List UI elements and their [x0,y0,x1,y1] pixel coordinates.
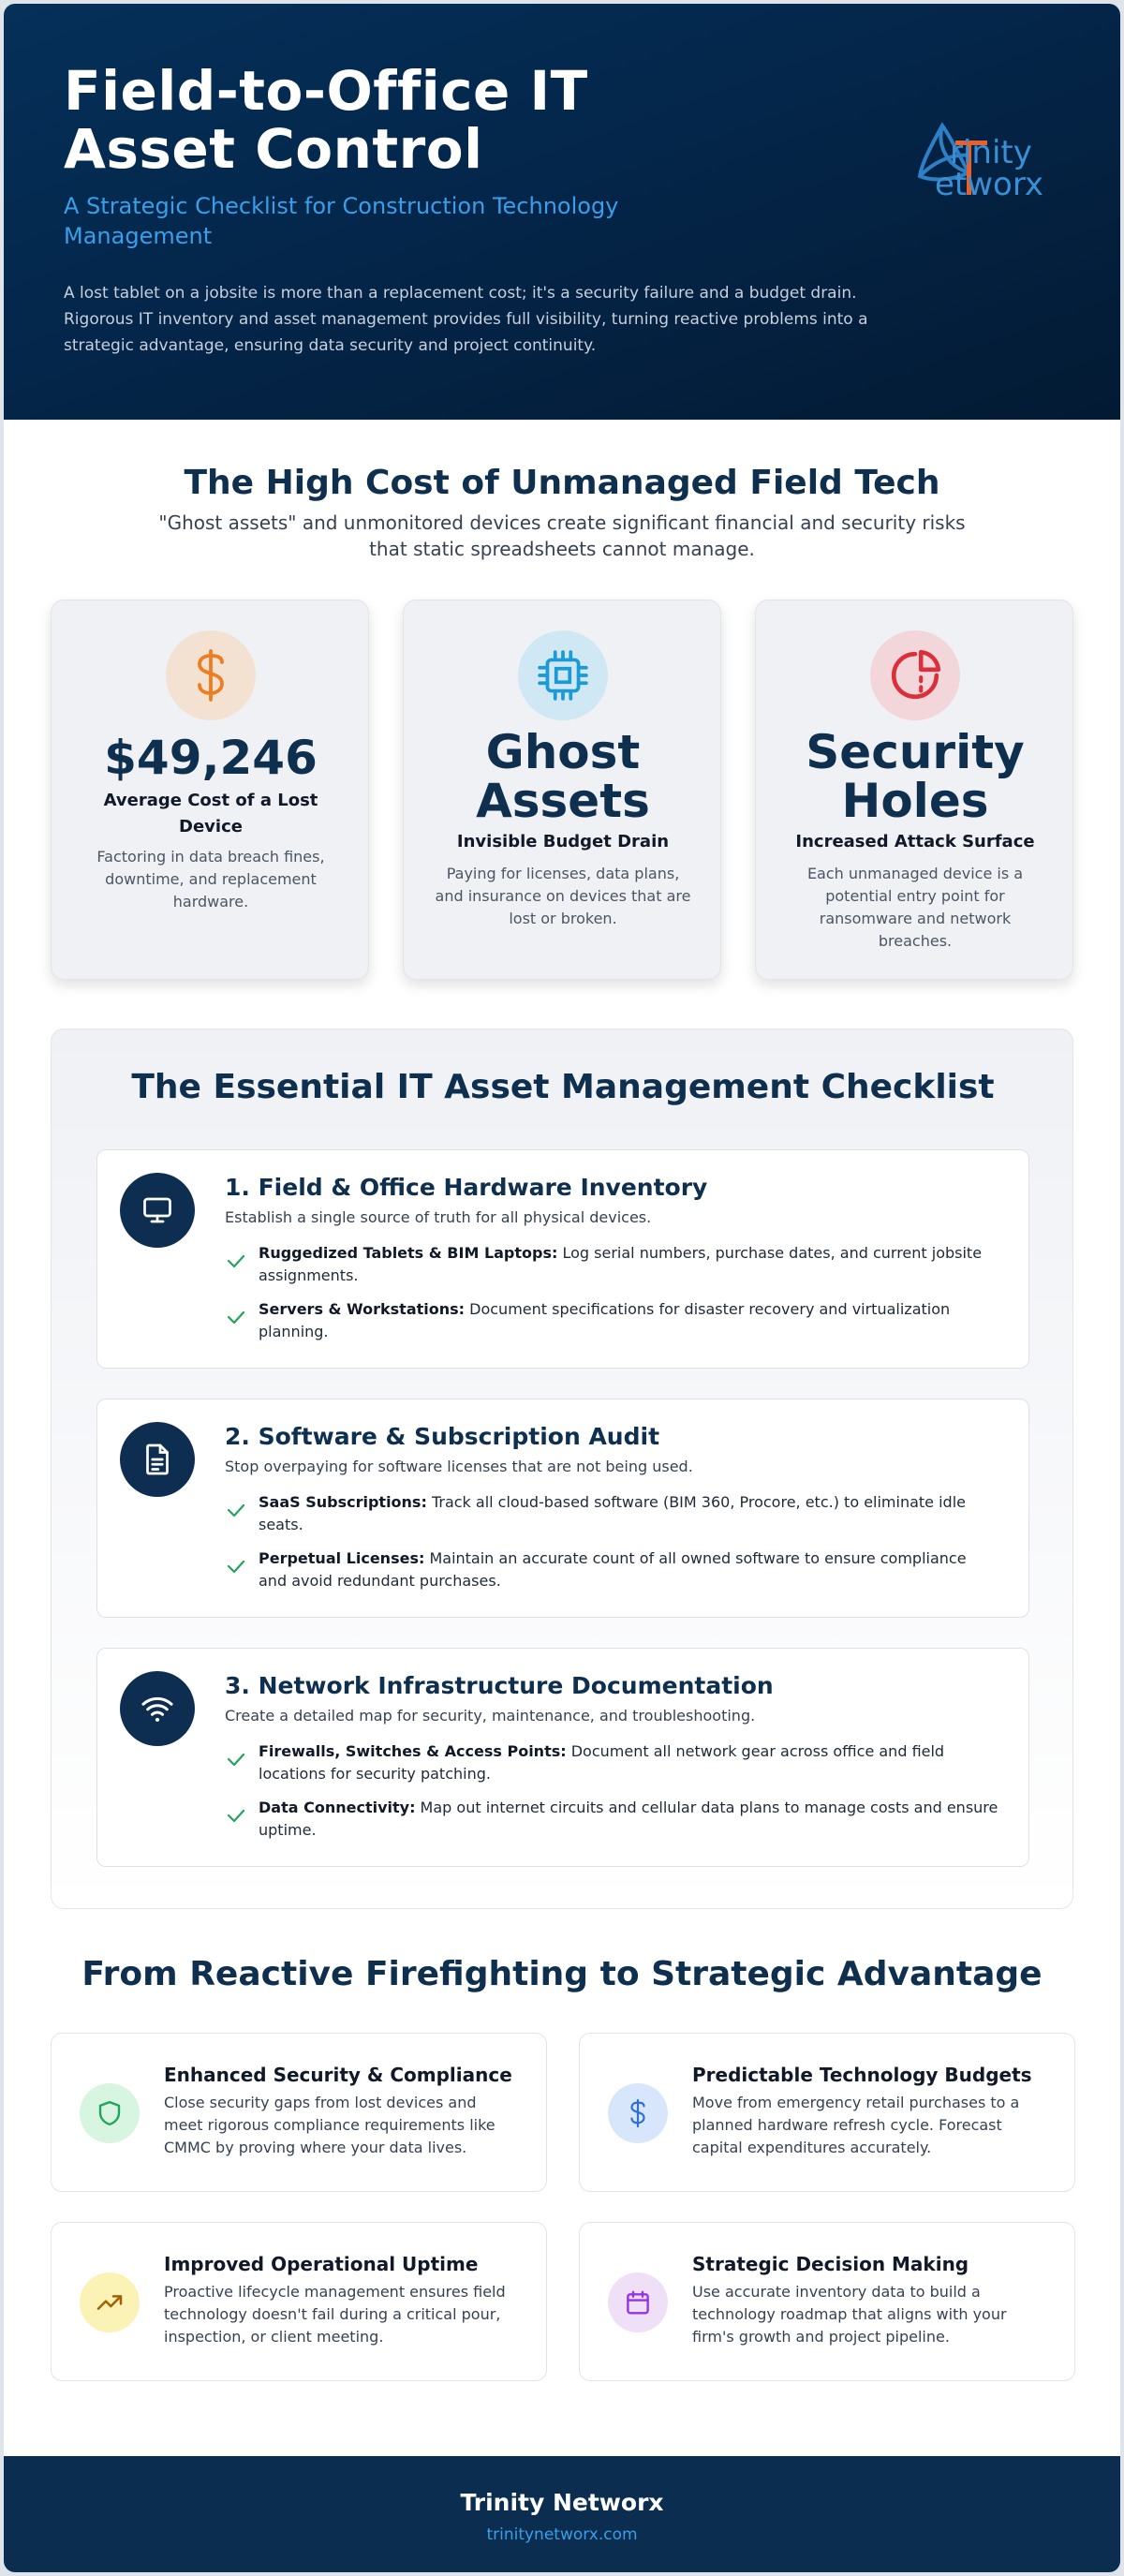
stat-description: Paying for licenses, data plans, and insurance on devices that are lost or broken. [435,865,691,927]
checklist-point-text [259,1491,998,1536]
checklist-card-title: 1. Field & Office Hardware Inventory [225,1174,708,1201]
checklist-point-text [259,1797,998,1842]
monitor-icon [120,1173,195,1248]
page-title: Field-to-Office IT Asset Control [64,59,588,181]
checklist-point-detail: Map out internet circuits and cellular data plans to manage costs and ensure uptime. [259,1799,998,1839]
logo-text-top: rinity [950,134,1032,171]
benefit-card-uptime [51,2222,547,2381]
checklist-point-term: Ruggedized Tablets & BIM Laptops: [259,1244,558,1262]
checklist-card-title: 3. Network Infrastructure Documentation [225,1672,774,1699]
cost-section-subtitle: "Ghost assets" and unmonitored devices create significant financial and security risks that static spreadsheets cannot manage. [158,511,966,560]
checklist-card-lead: Create a detailed map for security, maintenance, and troubleshooting. [225,1707,756,1725]
calendar-icon [608,2273,668,2332]
checklist-point-term: Servers & Workstations: [259,1300,466,1318]
checklist-point-text [259,1298,998,1343]
checklist-point-detail: Document specifications for disaster recovery and virtualization planning. [259,1300,951,1340]
benefits-title: From Reactive Firefighting to Strategic Advantage [81,1955,1043,1993]
checklist-card-lead: Establish a single source of truth for all physical devices. [225,1208,652,1226]
chip-icon [518,630,608,720]
page-subtitle: A Strategic Checklist for Construction Technology Management [64,193,619,249]
stat-card-ghost-assets [403,600,721,980]
logo-text-bottom: etworx [935,166,1044,203]
benefit-description: Use accurate inventory data to build a technology roadmap that aligns with your firm's growth and project pipeline. [692,2283,1007,2346]
company-logo [914,118,1064,202]
check-icon [225,1748,247,1770]
check-icon [225,1306,247,1328]
checklist-section [51,1029,1073,1909]
page [4,4,1120,2572]
stat-description: Each unmanaged device is a potential entry point for ransomware and network breaches. [806,865,1024,950]
checklist-card-hardware [96,1149,1029,1369]
stat-value: Security Holes [806,725,1025,828]
checklist-point-text [259,1740,998,1785]
checklist-point-text [259,1547,998,1592]
stat-description: Factoring in data breach fines, downtime, and replacement hardware. [96,848,325,910]
dollar-icon [166,630,256,720]
benefit-card-security [51,2033,547,2192]
benefit-title: Enhanced Security & Compliance [164,2064,512,2086]
check-icon [225,1499,247,1521]
checklist-point-term: Data Connectivity: [259,1799,416,1816]
benefit-description: Proactive lifecycle management ensures field technology doesn't fail during a critical pour, inspection, or client meeting. [164,2283,506,2346]
hero-description: A lost tablet on a jobsite is more than a replacement cost; it's a security failure and a budget drain. Rigorous IT inventory and asset management provides full visibility, turning reactive problems into a strategic advantage, ensuring data security and project continuity. [64,284,868,355]
checklist-point-detail: Document all network gear across office and field locations for security patching. [259,1742,945,1783]
cost-section-title: The High Cost of Unmanaged Field Tech [184,464,940,502]
stat-label: Increased Attack Surface [795,832,1035,851]
wifi-icon [120,1671,195,1746]
checklist-point-detail: Log serial numbers, purchase dates, and current jobsite assignments. [259,1244,983,1284]
benefit-title: Strategic Decision Making [692,2253,969,2275]
benefit-title: Predictable Technology Budgets [692,2064,1032,2086]
pie-chart-icon [870,630,960,720]
stat-value: Ghost Assets [476,725,650,828]
footer-company-name: Trinity Networx [460,2489,664,2516]
checklist-card-software [96,1399,1029,1618]
stat-label: Invisible Budget Drain [456,832,670,851]
benefit-description: Move from emergency retail purchases to a planned hardware refresh cycle. Forecast capital expenditures accurately. [692,2094,1020,2156]
checklist-card-network [96,1648,1029,1867]
check-icon [225,1250,247,1272]
shield-icon [80,2083,140,2143]
footer [4,2456,1120,2572]
checklist-point-detail: Maintain an accurate count of all owned software to ensure compliance and avoid redundant purchases. [259,1549,967,1590]
checklist-card-lead: Stop overpaying for software licenses that are not being used. [225,1458,693,1475]
stat-value: $49,246 [104,731,318,785]
check-icon [225,1555,247,1577]
benefit-description: Close security gaps from lost devices and meet rigorous compliance requirements like CMMC by proving where your data lives. [164,2094,495,2156]
benefit-card-budgets [579,2033,1075,2192]
benefit-card-decisions [579,2222,1075,2381]
stat-card-lost-device [51,600,369,980]
document-icon [120,1422,195,1497]
stat-label: Average Cost of a Lost Device [103,791,318,836]
checklist-card-title: 2. Software & Subscription Audit [225,1423,660,1450]
benefit-title: Improved Operational Uptime [164,2253,479,2275]
checklist-point-term: Firewalls, Switches & Access Points: [259,1742,567,1760]
hero-banner [4,4,1120,420]
stat-card-security-holes [755,600,1073,980]
trending-up-icon [80,2273,140,2332]
checklist-point-term: Perpetual Licenses: [259,1549,425,1567]
dollar-icon [608,2083,668,2143]
checklist-title: The Essential IT Asset Management Checklist [131,1068,995,1106]
checklist-point-detail: Track all cloud-based software (BIM 360, Procore, etc.) to eliminate idle seats. [259,1493,966,1533]
checklist-point-term: SaaS Subscriptions: [259,1493,427,1511]
check-icon [225,1804,247,1827]
footer-website-link[interactable]: trinitynetworx.com [486,2525,638,2544]
checklist-point-text [259,1242,998,1287]
